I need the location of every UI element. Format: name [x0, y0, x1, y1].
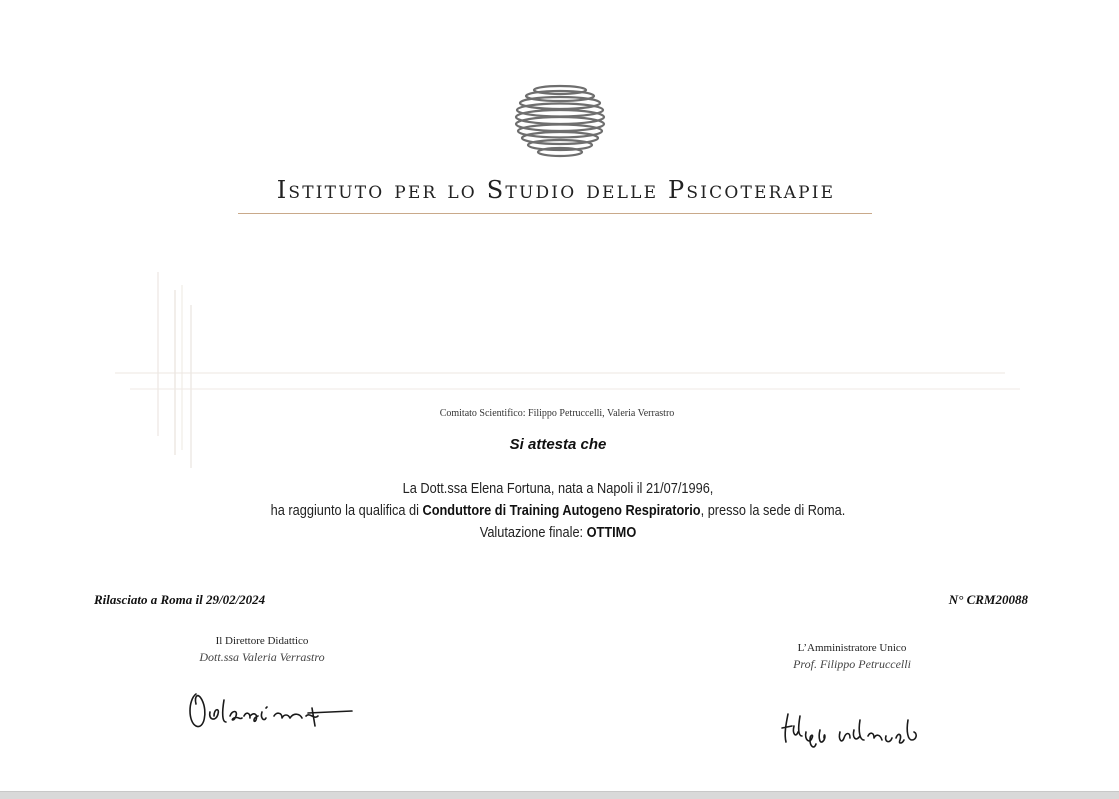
signature-left-icon — [184, 686, 354, 736]
signatory-role: Il Direttore Didattico — [215, 635, 309, 647]
attest-heading: Si attesta che — [509, 436, 607, 453]
body-line-2 — [208, 500, 908, 522]
certificate-number: N° CRM20088 — [948, 592, 1028, 607]
qualification-title: Conduttore di Training Autogeno Respiratorio — [422, 503, 701, 519]
signatory-name: Prof. Filippo Petruccelli — [793, 657, 911, 671]
grade-label: Valutazione finale: — [479, 525, 587, 541]
signatory-left — [182, 635, 342, 665]
institute-name: Istituto per lo Studio delle Psicoterapie — [276, 176, 836, 204]
qualification-prefix: ha raggiunto la qualifica di — [270, 503, 423, 519]
sphere-logo-icon — [514, 82, 606, 162]
body-line-1: La Dott.ssa Elena Fortuna, nata a Napoli il 21/07/1996, — [402, 481, 714, 497]
body-line-3 — [208, 522, 908, 544]
signatory-right — [772, 642, 932, 672]
qualification-suffix: , presso la sede di Roma. — [700, 503, 846, 519]
scientific-committee: Comitato Scientifico: Filippo Petruccelli, Valeria Verrastro — [439, 408, 675, 419]
final-grade: OTTIMO — [586, 525, 637, 541]
signature-right-icon — [780, 710, 930, 756]
signatory-name: Dott.ssa Valeria Verrastro — [199, 650, 325, 664]
issue-date: Rilasciato a Roma il 29/02/2024 — [94, 592, 266, 607]
title-divider — [238, 213, 872, 214]
signatory-role: L’Amministratore Unico — [797, 642, 907, 654]
certificate-body — [208, 478, 908, 544]
